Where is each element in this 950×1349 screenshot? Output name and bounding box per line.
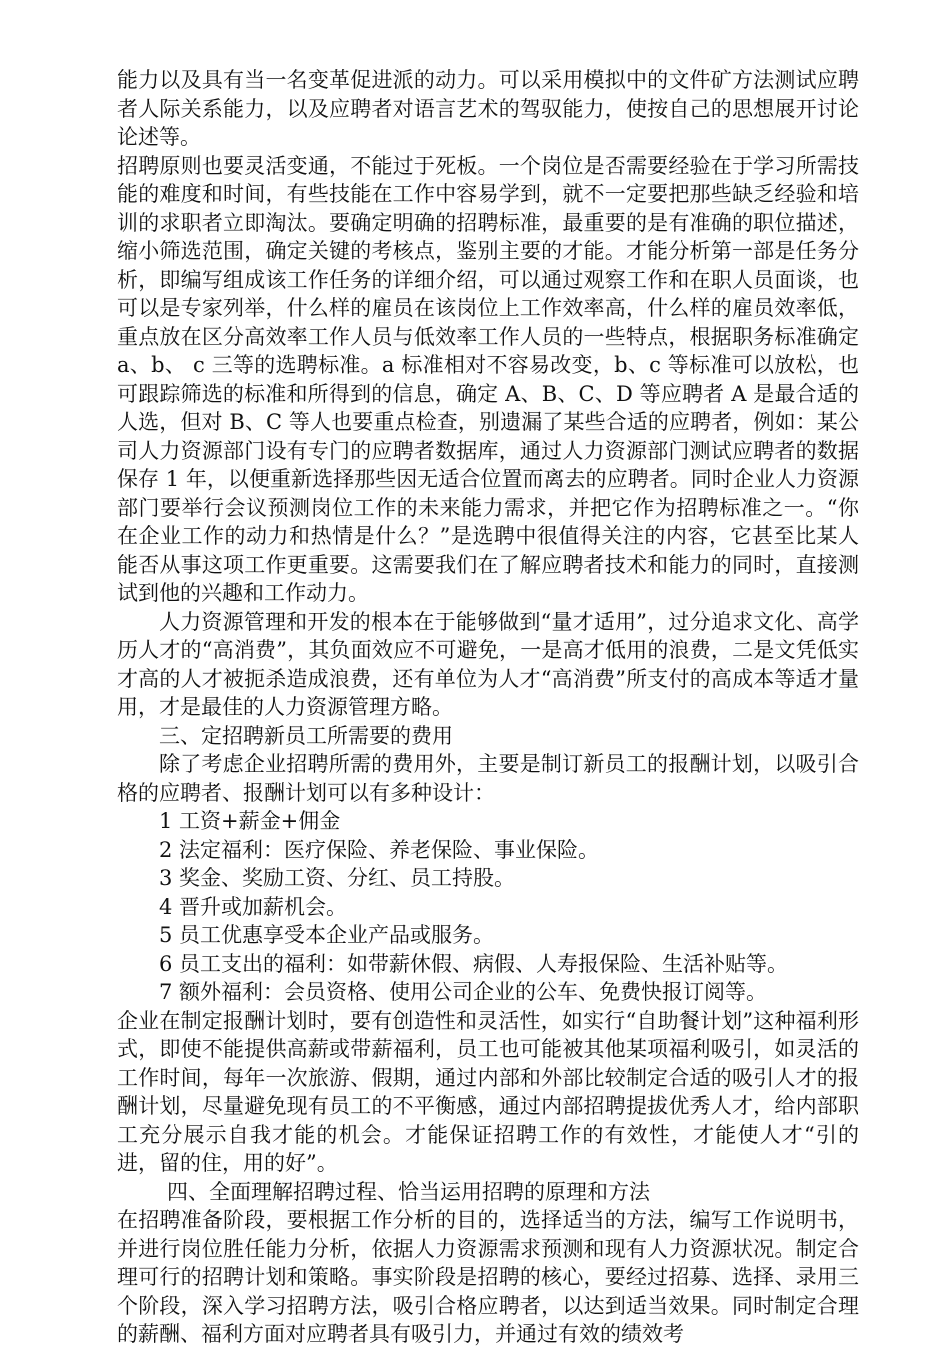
list-item: 3 奖金、奖励工资、分红、员工持股。 bbox=[159, 866, 516, 890]
paragraph-continuation: 能力以及具有当一名变革促进派的动力。可以采用模拟中的文件矿方法测试应聘者人际关系能力，以及应聘者对语言艺术的驾驭能力，使按自己的思想展开讨论论述等。 bbox=[117, 68, 859, 149]
paragraph-compensation-plan: 企业在制定报酬计划时，要有创造性和灵活性，如实行“自助餐计划”这种福利形式，即使不能提供高薪或带薪福利，员工也可能被其他某项福利吸引，如灵活的工作时间，每年一次旅游、假期，通过内部和外部比较制定合适的吸引人才的报酬计划，尽量避免现有员工的不平衡感，通过内部招聘提拔优秀人才，给内部职工充分展示自我才能的机会。才能保证招聘工作的有效性，才能使人才“引的进，留的住，用的好”。 bbox=[117, 1008, 859, 1175]
paragraph-compensation-intro: 除了考虑企业招聘所需的费用外，主要是制订新员工的报酬计划，以吸引合格的应聘者、报酬计划可以有多种设计： bbox=[117, 752, 859, 805]
paragraph-recruitment-stages: 在招聘准备阶段，要根据工作分析的目的，选择适当的方法，编写工作说明书，并进行岗位胜任能力分析，依据人力资源需求预测和现有人力资源状况。制定合理可行的招聘计划和策略。事实阶段是招聘的核心，要经过招募、选择、录用三个阶段，深入学习招聘方法，吸引合格应聘者，以达到适当效果。同时制定合理的薪酬、福利方面对应聘者具有吸引力，并通过有效的绩效考 bbox=[117, 1208, 859, 1346]
document-page bbox=[117, 66, 859, 1349]
section-heading-3: 三、定招聘新员工所需要的费用 bbox=[159, 723, 453, 748]
list-item: 1 工资+薪金+佣金 bbox=[159, 809, 341, 833]
paragraph-hr-development: 人力资源管理和开发的根本在于能够做到“量才适用”，过分追求文化、高学历人才的“高消费”，其负面效应不可避免，一是高才低用的浪费，二是文凭低实才高的人才被扼杀造成浪费，还有单位为人才“高消费”所支付的高成本等适才量用，才是最佳的人力资源管理方略。 bbox=[117, 609, 859, 719]
list-item: 7 额外福利：会员资格、使用公司企业的公车、免费快报订阅等。 bbox=[159, 980, 768, 1004]
paragraph-recruitment-principles: 招聘原则也要灵活变通，不能过于死板。一个岗位是否需要经验在于学习所需技能的难度和时间，有些技能在工作中容易学到，就不一定要把那些缺乏经验和培训的求职者立即淘汰。要确定明确的招聘标准，最重要的是有准确的职位描述，缩小筛选范围，确定关键的考核点，鉴别主要的才能。才能分析第一部是任务分析，即编写组成该工作任务的详细介绍，可以通过观察工作和在职人员面谈，也可以是专家列举，什么样的雇员在该岗位上工作效率高，什么样的雇员效率低，重点放在区分高效率工作人员与低效率工作人员的一些特点，根据职务标准确定 a、b、 c 三等的选聘标准。a 标准相对不容易改变，b、c 等标准可以放松，也可跟踪筛选的标准和所得到的信息，确定 A、B、C、D 等应聘者 A 是最合适的人选，但对 B、C 等人也要重点检查，别遗漏了某些合适的应聘者，例如：某公司人力资源部门设有专门的应聘者数据库，通过人力资源部门测试应聘者的数据保存 1 年，以便重新选择那些因无适合位置而离去的应聘者。同时企业人力资源部门要举行会议预测岗位工作的未来能力需求，并把它作为招聘标准之一。“你在企业工作的动力和热情是什么？”是选聘中很值得关注的内容，它甚至比某人能否从事这项工作更重要。这需要我们在了解应聘者技术和能力的同时，直接测试到他的兴趣和工作动力。 bbox=[117, 153, 859, 605]
list-item: 4 晋升或加薪机会。 bbox=[159, 894, 348, 919]
list-item: 2 法定福利：医疗保险、养老保险、事业保险。 bbox=[159, 837, 600, 862]
list-item: 5 员工优惠享受本企业产品或服务。 bbox=[159, 923, 495, 947]
list-item: 6 员工支出的福利：如带薪休假、病假、人寿报保险、生活补贴等。 bbox=[159, 951, 789, 976]
section-heading-4: 四、全面理解招聘过程、恰当运用招聘的原理和方法 bbox=[167, 1179, 650, 1204]
